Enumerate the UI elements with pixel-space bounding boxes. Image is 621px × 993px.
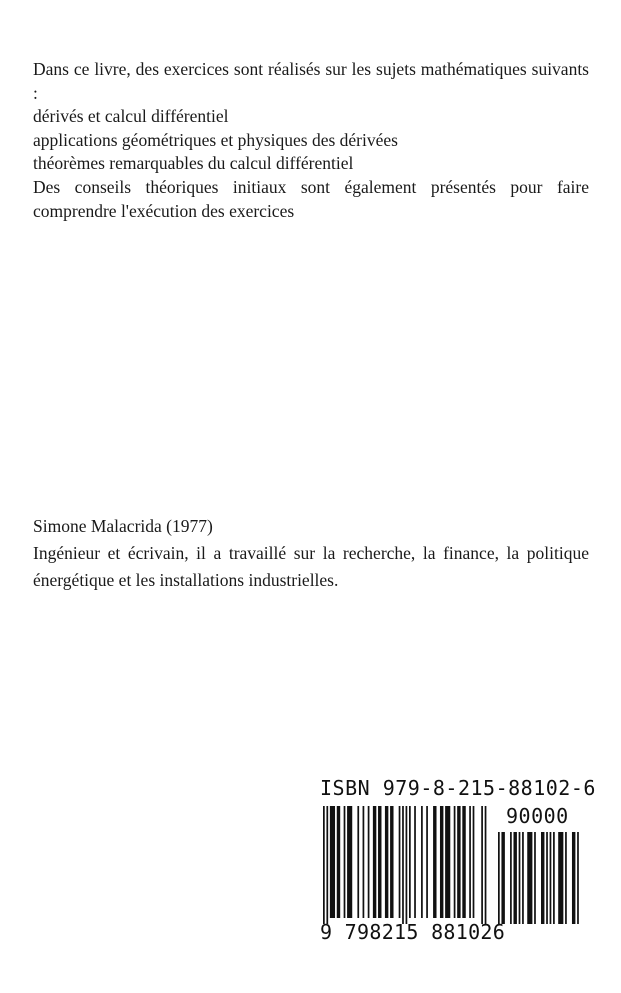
barcode-bar xyxy=(373,806,376,918)
barcode-bar xyxy=(433,806,436,918)
author-bio: Ingénieur et écrivain, il a travaillé sur la recherche, la finance, la politique énergétique et les installations industrielles. xyxy=(33,543,589,590)
barcode-bar xyxy=(357,806,359,918)
barcode-bar xyxy=(445,806,450,918)
book-description xyxy=(33,58,589,223)
barcode-bar xyxy=(426,806,428,918)
barcode-bar xyxy=(330,806,335,918)
author-name: Simone Malacrida (1977) xyxy=(33,516,213,536)
barcode-digits: 9 798215 881026 xyxy=(320,920,506,944)
barcode-bar xyxy=(510,832,512,924)
barcode-bar xyxy=(462,806,465,918)
barcode-bar xyxy=(399,806,401,918)
barcode-bar xyxy=(368,806,370,918)
barcode-bar xyxy=(347,806,352,918)
barcode-bar xyxy=(553,832,555,924)
barcode-guard-bar xyxy=(402,806,404,924)
barcode-bar xyxy=(421,806,423,918)
description-line: applications géométriques et physiques des dérivées xyxy=(33,129,398,150)
barcode-bar xyxy=(501,832,504,924)
barcode-bar xyxy=(550,832,552,924)
barcode-bar xyxy=(513,832,516,924)
barcode-bar xyxy=(378,806,381,918)
barcode-addon-number: 90000 xyxy=(506,804,569,828)
barcode-bar xyxy=(558,832,563,924)
barcode-bar xyxy=(440,806,443,918)
barcode-bar xyxy=(519,832,521,924)
barcode-bar xyxy=(337,806,340,918)
barcode-bar xyxy=(534,832,536,924)
barcode-bar xyxy=(572,832,575,924)
barcode-bar xyxy=(498,832,500,924)
barcode-bar xyxy=(546,832,548,924)
isbn-label: ISBN 979-8-215-88102-6 xyxy=(320,776,596,800)
description-line: Dans ce livre, des exercices sont réalisés sur les sujets mathématiques suivants : xyxy=(33,59,589,103)
barcode-bar xyxy=(527,832,532,924)
barcode-bar xyxy=(457,806,460,918)
isbn-barcode xyxy=(322,806,584,924)
author-section xyxy=(33,513,589,594)
barcode-bar xyxy=(454,806,456,918)
barcode-bar xyxy=(522,832,524,924)
barcode-bar xyxy=(565,832,567,924)
barcode-bar xyxy=(473,806,475,918)
barcode-guard-bar xyxy=(406,806,408,924)
barcode-bar xyxy=(344,806,346,918)
description-line: dérivés et calcul différentiel xyxy=(33,106,229,127)
description-line: théorèmes remarquables du calcul différentiel xyxy=(33,153,354,174)
barcode-bar xyxy=(363,806,365,918)
barcode-bar xyxy=(469,806,471,918)
barcode-bar xyxy=(577,832,579,924)
barcode-guard-bar xyxy=(326,806,328,924)
barcode-bar xyxy=(541,832,544,924)
barcode-guard-bar xyxy=(485,806,487,924)
barcode-bar xyxy=(414,806,416,918)
description-line: Des conseils théoriques initiaux sont également présentés pour faire comprendre l'exécution des exercices xyxy=(33,176,589,221)
barcode-bar xyxy=(409,806,411,918)
barcode-guard-bar xyxy=(481,806,483,924)
barcode-bar xyxy=(385,806,388,918)
barcode-guard-bar xyxy=(323,806,325,924)
barcode-bar xyxy=(390,806,393,918)
